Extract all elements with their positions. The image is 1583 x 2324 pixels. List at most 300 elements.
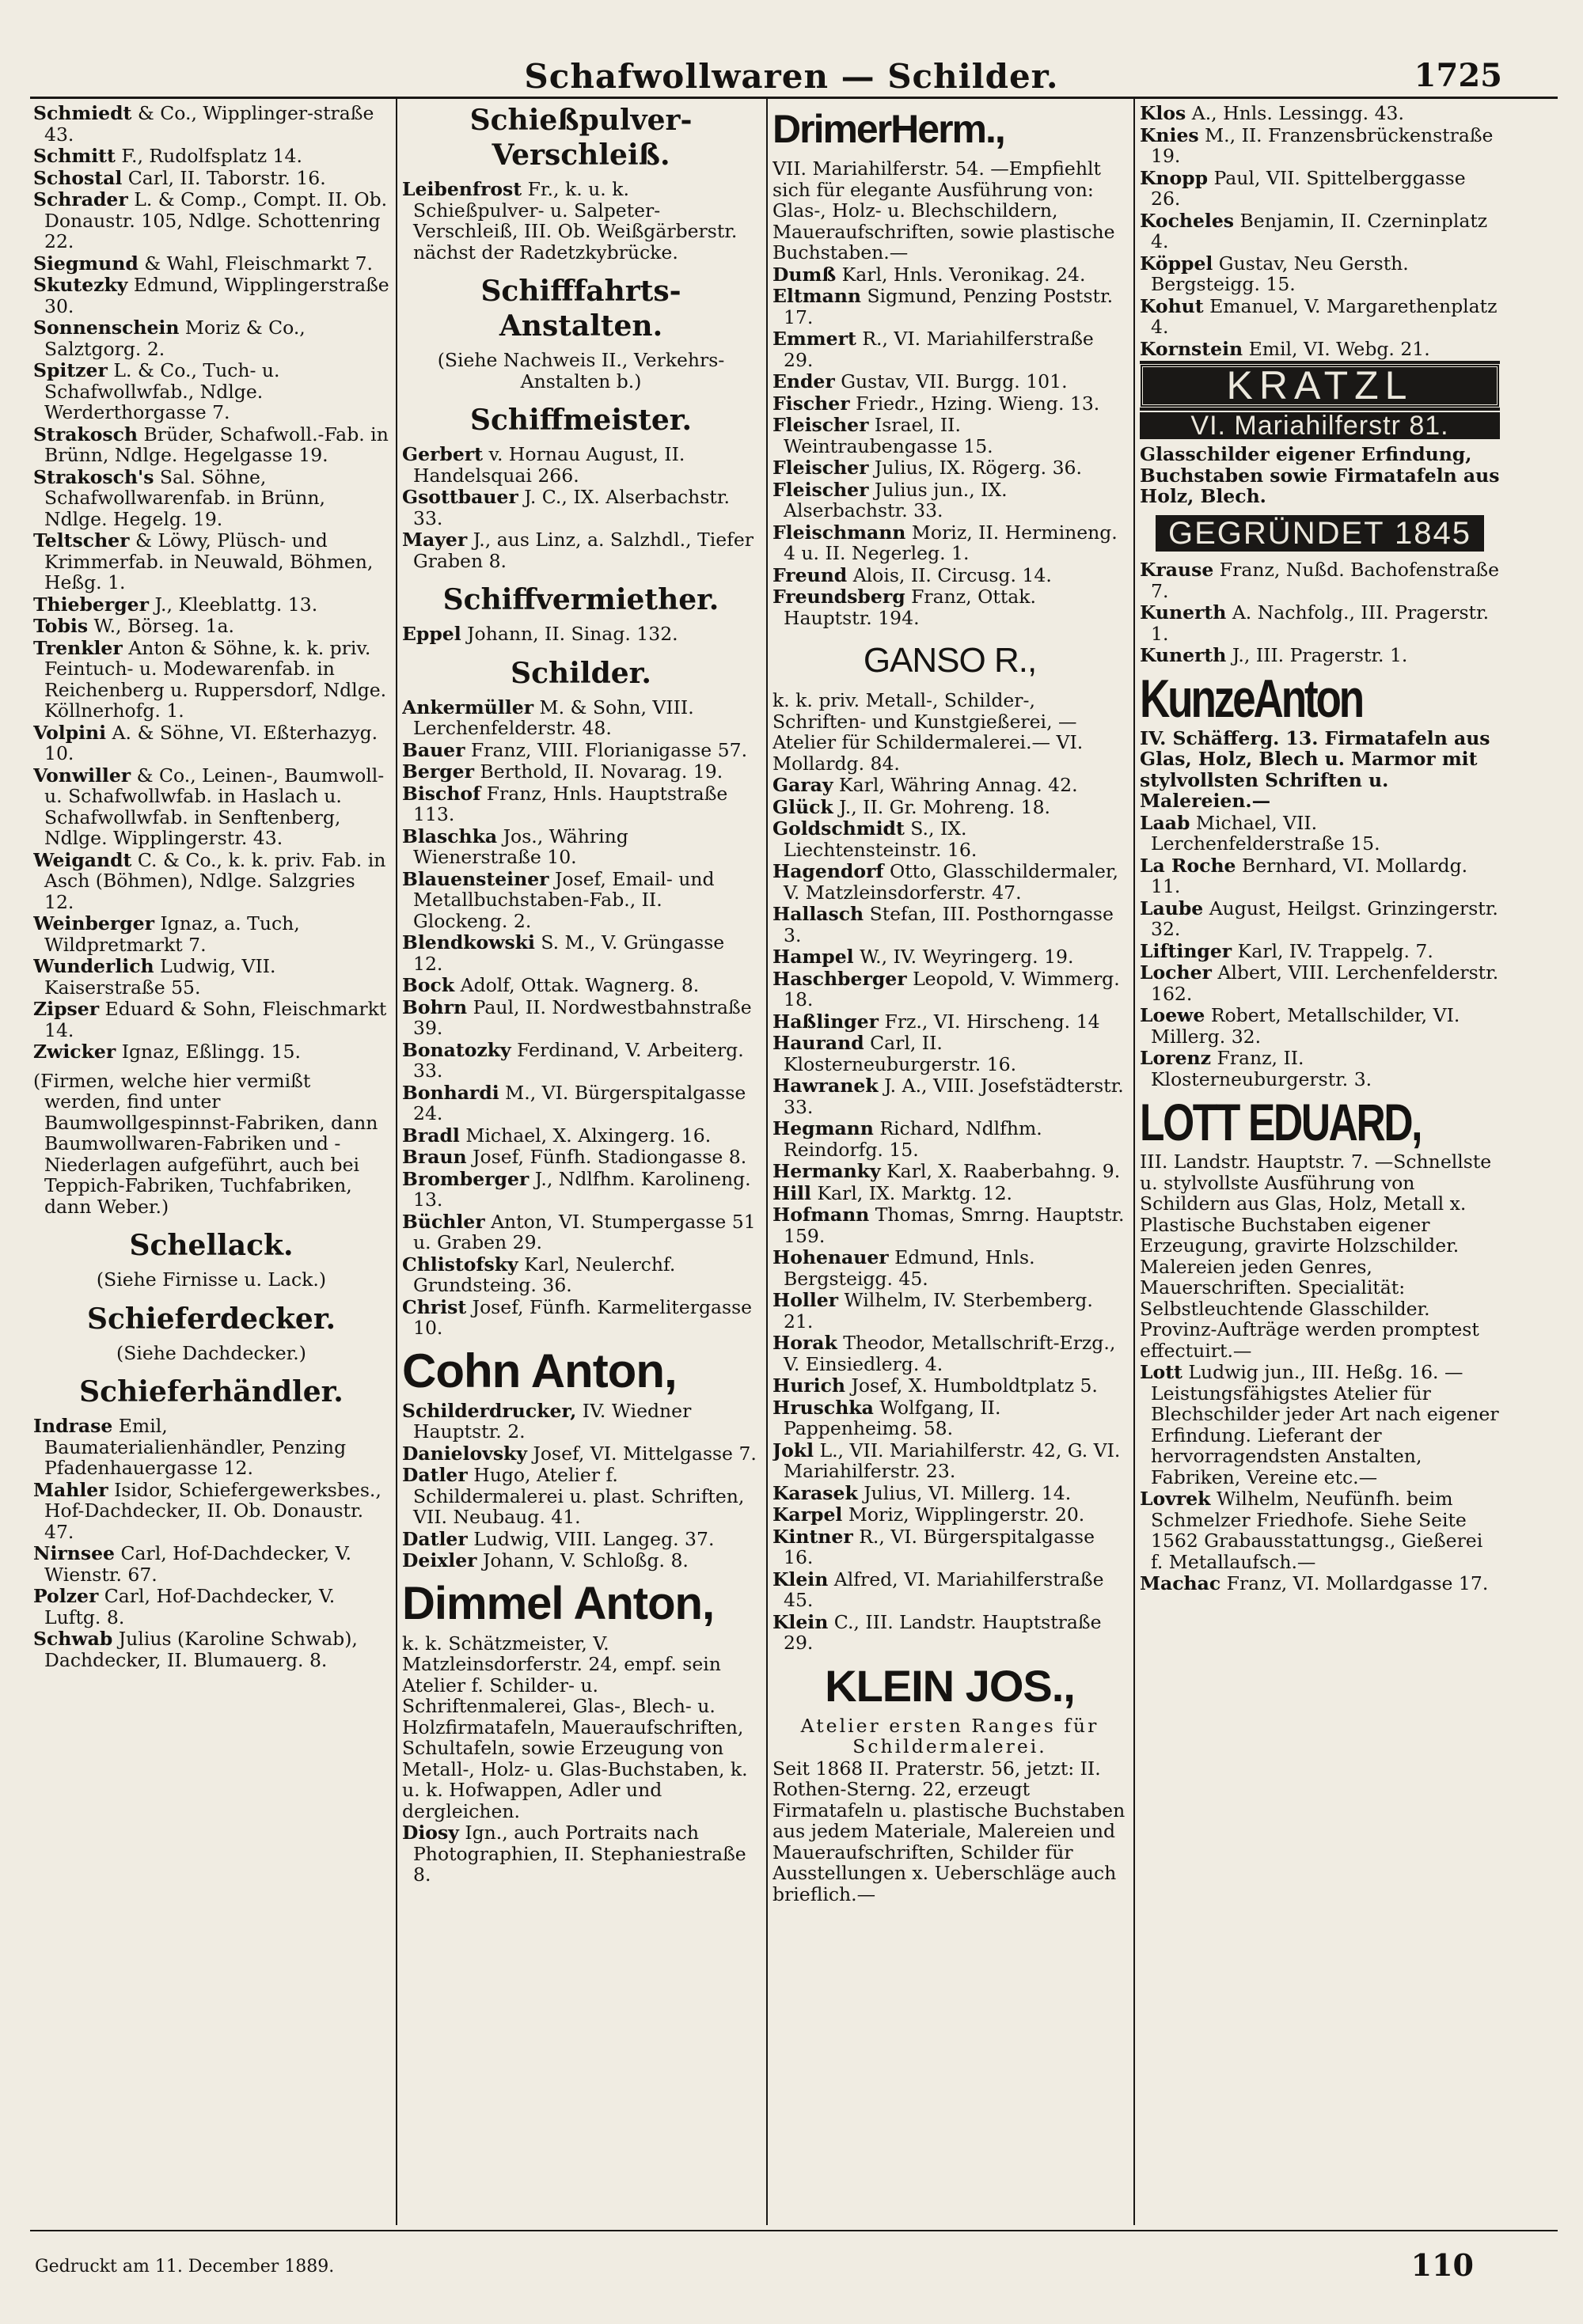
entry-details: J., II. Gr. Mohreng. 18. bbox=[833, 795, 1051, 818]
entry-details: Robert, Metallschilder, VI. Millerg. 32. bbox=[1151, 1004, 1460, 1048]
section-heading: Schießpulver-Verschleiß. bbox=[469, 104, 693, 172]
entry-name: Weinberger bbox=[33, 912, 154, 935]
entry-details: Ignaz, Eßlingg. 15. bbox=[116, 1041, 301, 1063]
directory-entry bbox=[773, 286, 1127, 328]
directory-entry bbox=[33, 424, 389, 466]
directory-entry bbox=[33, 146, 389, 167]
entry-name: Gsottbauer bbox=[402, 486, 518, 508]
directory-entry bbox=[402, 826, 760, 868]
directory-entry bbox=[402, 529, 760, 571]
entry-name: Diosy bbox=[402, 1822, 459, 1844]
directory-entry bbox=[773, 1011, 1127, 1033]
entry-name: Klos bbox=[1140, 103, 1186, 124]
section-heading: Schieferhändler. bbox=[79, 1375, 344, 1408]
directory-entry bbox=[773, 1612, 1127, 1654]
entry-name: Schilderdrucker, bbox=[402, 1399, 577, 1422]
directory-entry bbox=[773, 1569, 1127, 1611]
entry-details: J., III. Pragerstr. 1. bbox=[1226, 644, 1408, 666]
entry-name: Bonhardi bbox=[402, 1081, 499, 1104]
entry-details: Gustav, VII. Burgg. 101. bbox=[834, 370, 1068, 392]
entry-name: Holler bbox=[773, 1289, 839, 1311]
entry-list bbox=[33, 103, 389, 1063]
entry-details: v. Hornau August, II. Handelsquai 266. bbox=[413, 443, 685, 487]
entry-name: Horak bbox=[773, 1332, 837, 1354]
advertisement-name: Dimmel Anton, bbox=[402, 1577, 715, 1629]
page-header-title: Schafwollwaren — Schilder. bbox=[524, 57, 1059, 96]
entry-details: Ferdinand, V. Arbeiterg. 33. bbox=[413, 1038, 744, 1082]
directory-entry bbox=[1140, 898, 1500, 940]
entry-name: Büchler bbox=[402, 1210, 485, 1233]
entry-details: Josef, Fünfh. Karmelitergasse 10. bbox=[413, 1295, 753, 1339]
entry-name: Datler bbox=[402, 1527, 468, 1550]
entry-name: Kunerth bbox=[1140, 644, 1227, 666]
advertisement-name: KLEIN JOS., bbox=[825, 1660, 1075, 1711]
entry-name: Schmiedt bbox=[33, 103, 132, 124]
entry-name: Karasek bbox=[773, 1481, 858, 1504]
directory-entry bbox=[1140, 1488, 1500, 1572]
advertisement-name: Cohn Anton, bbox=[402, 1344, 677, 1397]
entry-details: Emanuel, V. Margarethenplatz 4. bbox=[1151, 294, 1498, 338]
entry-details: Wolfgang, II. Pappenheimg. 58. bbox=[784, 1396, 1001, 1439]
directory-entry bbox=[33, 638, 389, 722]
advertisement-name: GANSO R., bbox=[863, 641, 1037, 680]
entry-name: Strakosch bbox=[33, 423, 139, 445]
entry-list bbox=[402, 444, 760, 571]
entry-name: Klein bbox=[773, 1568, 829, 1590]
entry-details: Stefan, III. Posthorngasse 3. bbox=[784, 903, 1114, 946]
entry-details: Sigmund, Penzing Poststr. 17. bbox=[784, 285, 1114, 328]
directory-entry bbox=[402, 1169, 760, 1211]
entry-name: Hohenauer bbox=[773, 1246, 889, 1268]
entry-name: Danielovsky bbox=[402, 1442, 527, 1465]
entry-details: Bernhard, VI. Mollardg. 11. bbox=[1151, 854, 1468, 897]
entry-details: Emil, VI. Webg. 21. bbox=[1243, 337, 1430, 360]
entry-name: Fleischer bbox=[773, 478, 869, 501]
directory-entry bbox=[33, 253, 389, 275]
sheet-number: 110 bbox=[1410, 2247, 1474, 2283]
entry-details: Franz, Ottak. Hauptstr. 194. bbox=[784, 586, 1036, 629]
entry-name: Knies bbox=[1140, 123, 1199, 146]
directory-entry bbox=[1140, 168, 1500, 210]
entry-details: C. & Co., k. k. priv. Fab. in Asch (Böhmen), Ndlge. Salzgries 12. bbox=[44, 848, 386, 913]
entry-list bbox=[1140, 103, 1500, 359]
directory-entry bbox=[773, 797, 1127, 818]
entry-details: Alois, II. Circusg. 14. bbox=[847, 563, 1052, 586]
directory-entry bbox=[773, 586, 1127, 628]
entry-details: M., II. Franzensbrückenstraße 19. bbox=[1151, 123, 1494, 167]
directory-entry bbox=[402, 1443, 760, 1465]
entry-details: August, Heilgst. Grinzingerstr. 32. bbox=[1151, 897, 1498, 940]
directory-entry bbox=[773, 904, 1127, 946]
entry-name: Bonatozky bbox=[402, 1038, 511, 1061]
section-heading: Schilder. bbox=[511, 656, 651, 690]
directory-entry bbox=[773, 1247, 1127, 1289]
directory-entry bbox=[773, 565, 1127, 586]
section-heading: Schiffvermiether. bbox=[442, 583, 719, 616]
directory-entry bbox=[1140, 602, 1500, 644]
directory-entry bbox=[402, 444, 760, 486]
entry-name: Kunerth bbox=[1140, 601, 1227, 624]
directory-entry bbox=[773, 1075, 1127, 1117]
entry-name: Kintner bbox=[773, 1525, 853, 1548]
directory-entry bbox=[1140, 559, 1500, 601]
directory-entry bbox=[773, 393, 1127, 415]
section-list bbox=[33, 1228, 389, 1363]
directory-entry bbox=[402, 624, 760, 645]
entry-details: R., VI. Mariahilferstraße 29. bbox=[784, 328, 1094, 371]
entry-list bbox=[402, 179, 760, 263]
entry-name: Fleischer bbox=[773, 414, 869, 436]
directory-entry bbox=[773, 1118, 1127, 1160]
entry-name: Laab bbox=[1140, 811, 1190, 834]
entry-name: Garay bbox=[773, 774, 833, 796]
entry-details: Wilhelm, IV. Sterbemberg. 21. bbox=[784, 1289, 1093, 1333]
entry-name: Blendkowski bbox=[402, 931, 535, 953]
entry-name: Deixler bbox=[402, 1549, 477, 1571]
directory-entry bbox=[33, 722, 389, 764]
entry-details: Eduard & Sohn, Fleischmarkt 14. bbox=[44, 998, 387, 1041]
entry-details: Josef, VI. Mittelgasse 7. bbox=[527, 1442, 757, 1465]
directory-entry bbox=[402, 1147, 760, 1168]
entry-name: Thieberger bbox=[33, 593, 149, 616]
entry-name: Chlistofsky bbox=[402, 1253, 518, 1276]
entry-name: Tobis bbox=[33, 615, 89, 637]
entry-details: Friedr., Hzing. Wieng. 13. bbox=[849, 392, 1100, 415]
entry-details: Gustav, Neu Gersth. Bergsteigg. 15. bbox=[1151, 252, 1409, 295]
entry-details: Moriz & Co., Salztgorg. 2. bbox=[44, 317, 306, 360]
entry-details: Franz, II. Klosterneuburgerstr. 3. bbox=[1151, 1047, 1372, 1090]
entry-name: Indrase bbox=[33, 1415, 113, 1437]
advertisement-name-text: LOTT EDUARD, bbox=[1140, 1093, 1422, 1151]
directory-entry bbox=[33, 1586, 389, 1628]
directory-entry bbox=[773, 1033, 1127, 1075]
entry-name: Hallasch bbox=[773, 903, 864, 925]
entry-name: Blaschka bbox=[402, 825, 498, 847]
directory-entry bbox=[1140, 1005, 1500, 1047]
directory-entry bbox=[1140, 1573, 1500, 1594]
page-number: 1725 bbox=[1414, 57, 1502, 94]
entry-name: Mayer bbox=[402, 529, 468, 551]
entry-name: Jokl bbox=[773, 1439, 814, 1462]
entry-details: Moriz, Wipplingerstr. 20. bbox=[842, 1503, 1085, 1526]
directory-entry bbox=[1140, 1048, 1500, 1090]
entry-name: Fleischmann bbox=[773, 521, 906, 544]
entry-name: Bischof bbox=[402, 782, 481, 805]
column-3 bbox=[773, 103, 1127, 2239]
directory-entry bbox=[773, 969, 1127, 1010]
entry-list bbox=[402, 624, 760, 645]
entry-details: Julius, IX. Rögerg. 36. bbox=[868, 457, 1082, 479]
entry-list bbox=[402, 697, 760, 1339]
directory-entry bbox=[33, 956, 389, 998]
entry-name: Bromberger bbox=[402, 1167, 530, 1190]
entry-details: Julius (Karoline Schwab), Dachdecker, II. Blumauerg. 8. bbox=[44, 1628, 358, 1671]
directory-entry bbox=[773, 1440, 1127, 1482]
directory-entry bbox=[33, 1416, 389, 1479]
advertisement-name-text: KunzeAnton bbox=[1140, 668, 1363, 729]
entry-name: Lovrek bbox=[1140, 1488, 1211, 1510]
entry-details: Alfred, VI. Mariahilferstraße 45. bbox=[784, 1568, 1104, 1611]
section-heading: Schiffmeister. bbox=[470, 404, 692, 437]
entry-details: Carl, II. Taborstr. 16. bbox=[122, 166, 326, 189]
directory-entry bbox=[773, 775, 1127, 796]
entry-details: Carl, II. Klosterneuburgerstr. 16. bbox=[784, 1032, 1017, 1075]
entry-name: Eltmann bbox=[773, 285, 861, 307]
directory-entry bbox=[33, 360, 389, 423]
directory-entry bbox=[773, 1397, 1127, 1439]
directory-entry bbox=[773, 480, 1127, 521]
directory-entry bbox=[402, 1125, 760, 1147]
entry-details: Josef, Fünfh. Stadiongasse 8. bbox=[466, 1146, 747, 1168]
directory-entry bbox=[402, 975, 760, 996]
entry-name: Freund bbox=[773, 563, 848, 586]
shop-sign: KRATZL bbox=[1140, 364, 1500, 408]
directory-entry bbox=[773, 415, 1127, 457]
entry-details: Isidor, Schiefergewerksbes., Hof-Dachdecker, II. Ob. Donaustr. 47. bbox=[44, 1478, 382, 1543]
column-divider bbox=[1133, 97, 1135, 2225]
advertisement-name bbox=[1140, 1093, 1500, 1151]
entry-details: Theodor, Metallschrift-Erzg., V. Einsiedlerg. 4. bbox=[784, 1332, 1116, 1375]
entry-name: Bohrn bbox=[402, 995, 468, 1018]
entry-name: Volpini bbox=[33, 721, 107, 744]
directory-entry bbox=[402, 1297, 760, 1339]
entry-details: Moriz, II. Hermineng. 4 u. II. Negerleg. 1. bbox=[784, 521, 1118, 564]
entry-name: Loewe bbox=[1140, 1004, 1205, 1026]
entry-details: Fr., k. u. k. Schießpulver- u. Salpeter-Verschleiß, III. Ob. Weißgärberstr. nächst der Radetzkybrücke. bbox=[413, 178, 738, 263]
directory-entry bbox=[773, 946, 1127, 968]
entry-details: Anton & Söhne, k. k. priv. Feintuch- u. Modewarenfab. in Reichenberg u. Ruppersdorf, Ndlge. Köllnerhofg. 1. bbox=[44, 636, 387, 722]
entry-details: Franz, Nußd. Bachofenstraße 7. bbox=[1151, 559, 1499, 602]
entry-name: Datler bbox=[402, 1464, 468, 1486]
entry-list bbox=[1140, 1362, 1500, 1594]
entry-name: Lott bbox=[1140, 1361, 1183, 1383]
shop-sign: GEGRÜNDET 1845 bbox=[1156, 515, 1484, 552]
entry-details: Johann, II. Sinag. 132. bbox=[461, 623, 678, 645]
directory-entry bbox=[33, 1628, 389, 1670]
entry-name: Haschberger bbox=[773, 967, 907, 990]
entry-details: Paul, VII. Spittelberggasse 26. bbox=[1151, 166, 1466, 210]
entry-name: Dumß bbox=[773, 263, 837, 286]
entry-details: & Co., Wipplinger-straße 43. bbox=[44, 103, 374, 146]
shop-sign: VI. Mariahilferstr 81. bbox=[1140, 412, 1500, 440]
entry-details: F., Rudolfsplatz 14. bbox=[115, 145, 302, 167]
entry-name: Karpel bbox=[773, 1503, 843, 1526]
entry-name: Nirnsee bbox=[33, 1542, 116, 1564]
section-heading: Schieferdecker. bbox=[86, 1302, 336, 1336]
entry-details: S., IX. Liechtensteinstr. 16. bbox=[784, 817, 978, 861]
entry-name: Klein bbox=[773, 1610, 829, 1633]
entry-name: La Roche bbox=[1140, 854, 1236, 877]
entry-list bbox=[1140, 559, 1500, 666]
entry-name: Teltscher bbox=[33, 529, 130, 552]
column-divider bbox=[766, 97, 768, 2225]
directory-entry bbox=[1140, 339, 1500, 360]
directory-entry bbox=[773, 371, 1127, 392]
entry-details: Edmund, Wipplingerstraße 30. bbox=[44, 274, 389, 317]
entry-name: Machac bbox=[1140, 1572, 1221, 1594]
entry-name: Schwab bbox=[33, 1628, 113, 1650]
directory-entry bbox=[33, 1041, 389, 1063]
entry-details: Anton, VI. Stumpergasse 51 u. Graben 29. bbox=[413, 1210, 756, 1253]
entry-name: Vonwiller bbox=[33, 764, 131, 787]
directory-entry bbox=[1140, 855, 1500, 897]
directory-entry bbox=[33, 594, 389, 616]
entry-name: Eppel bbox=[402, 623, 461, 645]
directory-entry bbox=[1140, 962, 1500, 1004]
entry-details: L. & Comp., Compt. II. Ob. Donaustr. 105, Ndlge. Schottenring 22. bbox=[44, 188, 388, 252]
entry-details: & Co., Leinen-, Baumwoll- u. Schafwollwfab. in Haslach u. Schafwollwfab. in Senftenberg, Ndlge. Wipplingerstr. 43. bbox=[44, 764, 385, 849]
entry-details: Berthold, II. Novarag. 19. bbox=[473, 760, 723, 783]
header-rule bbox=[30, 97, 1558, 99]
entry-details: Emil, Baumaterialienhändler, Penzing Pfadenhauergasse 12. bbox=[44, 1415, 347, 1479]
entry-name: Zipser bbox=[33, 998, 100, 1020]
directory-entry bbox=[402, 783, 760, 825]
entry-details: Franz, Hnls. Hauptstraße 113. bbox=[413, 782, 728, 825]
directory-entry bbox=[33, 189, 389, 252]
section-note: (Siehe Nachweis II., Verkehrs-Anstalten b.) bbox=[437, 349, 725, 392]
advertisement-text: III. Landstr. Hauptstr. 7. —Schnellste u. stylvollste Ausführung von Schildern aus Glas, Holz, Metall x. Plastische Buchstaben eigener Erzeugung, gravirte Holzschilder. Malereien jeden Genres, Mauerschriften. Specialität: Selbstleuchtende Glasschilder. Provinz-Aufträge werden promptest effectuirt.— bbox=[1140, 1151, 1492, 1362]
advertisement-text: IV. Schäfferg. 13. Firmatafeln aus Glas, Holz, Blech u. Marmor mit stylvollsten Schriften u. Malereien.— bbox=[1140, 726, 1490, 812]
directory-entry bbox=[1140, 1362, 1500, 1488]
directory-entry bbox=[773, 264, 1127, 286]
entry-details: Karl, Neulerchf. Grundsteing. 36. bbox=[413, 1253, 676, 1296]
entry-details: Brüder, Schafwoll.-Fab. in Brünn, Ndlge. Hegelgasse 19. bbox=[44, 423, 389, 466]
directory-entry bbox=[33, 168, 389, 189]
directory-entry bbox=[402, 761, 760, 783]
entry-details: A. & Söhne, VI. Eßterhazyg. 10. bbox=[44, 721, 378, 764]
entry-name: Bock bbox=[402, 974, 455, 996]
entry-name: Haurand bbox=[773, 1032, 864, 1054]
entry-name: Mahler bbox=[33, 1478, 108, 1501]
directory-entry bbox=[402, 1401, 760, 1443]
entry-details: Wilhelm, Neufünfh. beim Schmelzer Friedhofe. Siehe Seite 1562 Grabausstattungsg., Gießerei f. Metallaufsch.— bbox=[1151, 1488, 1483, 1573]
entry-name: Köppel bbox=[1140, 252, 1213, 275]
entry-details: J., Kleeblattg. 13. bbox=[148, 593, 318, 616]
entry-name: Bradl bbox=[402, 1124, 460, 1147]
directory-entry bbox=[402, 740, 760, 761]
directory-entry bbox=[773, 1333, 1127, 1374]
entry-details: Sal. Söhne, Schafwollwarenfab. in Brünn, Ndlge. Hegelg. 19. bbox=[44, 465, 325, 530]
directory-entry bbox=[402, 1254, 760, 1296]
advertisement-text: Seit 1868 II. Praterstr. 56, jetzt: II. Rothen-Sterng. 22, erzeugt Firmatafeln u. plastische Buchstaben aus jedem Materiale, Malereien und Maueraufschriften, Schilder für Ausstellungen x. Ueberschläge auch brieflich.— bbox=[773, 1757, 1126, 1905]
entry-name: Freundsberg bbox=[773, 586, 905, 608]
entry-details: A., Hnls. Lessingg. 43. bbox=[1186, 103, 1404, 124]
directory-entry bbox=[33, 913, 389, 955]
directory-entry bbox=[773, 1161, 1127, 1182]
directory-entry bbox=[402, 1822, 760, 1886]
entry-name: Leibenfrost bbox=[402, 178, 522, 200]
entry-name: Liftinger bbox=[1140, 939, 1232, 962]
entry-details: Benjamin, II. Czerninplatz 4. bbox=[1151, 209, 1488, 252]
entry-details: Paul, II. Nordwestbahnstraße 39. bbox=[413, 995, 752, 1039]
directory-entry bbox=[773, 1183, 1127, 1204]
directory-entry bbox=[33, 765, 389, 849]
entry-details: M. & Sohn, VIII. Lerchenfelderstr. 48. bbox=[413, 696, 694, 739]
entry-name: Blauensteiner bbox=[402, 867, 549, 890]
entry-details: Ludwig jun., III. Heßg. 16. —Leistungsfähigstes Atelier für Blechschilder jeder Art nach eigener Erfindung. Lieferant der hervorragendsten Anstalten, Fabriken, Vereine etc.— bbox=[1151, 1361, 1499, 1488]
entry-details: Carl, Hof-Dachdecker, V. Wienstr. 67. bbox=[44, 1542, 351, 1586]
directory-entry bbox=[402, 179, 760, 263]
entry-list bbox=[1140, 813, 1500, 1090]
entry-details: Karl, X. Raaberbahng. 9. bbox=[880, 1160, 1121, 1182]
entry-name: Haßlinger bbox=[773, 1010, 879, 1033]
directory-entry bbox=[773, 457, 1127, 479]
entry-name: Kocheles bbox=[1140, 209, 1235, 232]
entry-name: Hermanky bbox=[773, 1160, 881, 1182]
entry-name: Hill bbox=[773, 1181, 811, 1204]
entry-name: Krause bbox=[1140, 559, 1214, 581]
advertisement-text: VII. Mariahilferstr. 54. —Empfiehlt sich für elegante Ausführung von: Glas-, Holz- u. Blechschildern, Maueraufschriften, sowie plastische Buchstaben.— bbox=[773, 157, 1115, 263]
entry-details: Frz., VI. Hirscheng. 14 bbox=[879, 1010, 1100, 1033]
entry-details: & Wahl, Fleischmarkt 7. bbox=[138, 252, 374, 275]
directory-entry bbox=[773, 818, 1127, 860]
entry-details: M., VI. Bürgerspitalgasse 24. bbox=[413, 1081, 746, 1124]
entry-details: Michael, X. Alxingerg. 16. bbox=[459, 1124, 712, 1147]
entry-name: Glück bbox=[773, 795, 833, 818]
entry-details: Josef, Email- und Metallbuchstaben-Fab., II. Glockeng. 2. bbox=[413, 867, 715, 932]
entry-list bbox=[773, 264, 1127, 629]
entry-name: Schmitt bbox=[33, 145, 116, 167]
directory-entry bbox=[773, 1526, 1127, 1568]
entry-name: Wunderlich bbox=[33, 955, 154, 977]
entry-details: Karl, Währing Annag. 42. bbox=[833, 774, 1078, 796]
directory-entry bbox=[1140, 125, 1500, 167]
directory-entry bbox=[402, 1082, 760, 1124]
cross-reference-note: (Firmen, welche hier vermißt werden, find unter Baumwollgespinnst-Fabriken, dann Baumwollwaren-Fabriken und -Niederlagen aufgeführt, auch bei Teppich-Fabriken, Tuchfabriken, dann Weber.) bbox=[33, 1069, 378, 1218]
directory-entry bbox=[1140, 941, 1500, 962]
entry-details: R., VI. Bürgerspitalgasse 16. bbox=[784, 1525, 1095, 1568]
directory-entry bbox=[33, 317, 389, 359]
directory-entry bbox=[402, 869, 760, 932]
entry-name: Goldschmidt bbox=[773, 817, 905, 840]
entry-details: Julius jun., IX. Alserbachstr. 33. bbox=[784, 478, 1008, 521]
entry-name: Hegmann bbox=[773, 1117, 874, 1139]
entry-name: Bauer bbox=[402, 738, 465, 761]
entry-details: Ign., auch Portraits nach Photographien, II. Stephaniestraße 8. bbox=[413, 1822, 746, 1886]
directory-entry bbox=[33, 467, 389, 530]
advertisement-name bbox=[1140, 668, 1500, 729]
entry-details: W., IV. Weyringerg. 19. bbox=[853, 946, 1074, 968]
entry-details: J. A., VIII. Josefstädterstr. 33. bbox=[784, 1075, 1124, 1118]
directory-entry bbox=[1140, 103, 1500, 124]
directory-entry bbox=[773, 522, 1127, 564]
directory-entry bbox=[773, 861, 1127, 903]
entry-name: Laube bbox=[1140, 897, 1204, 919]
entry-details: Edmund, Hnls. Bergsteigg. 45. bbox=[784, 1246, 1035, 1290]
entry-name: Braun bbox=[402, 1146, 467, 1168]
entry-name: Polzer bbox=[33, 1585, 99, 1607]
advertisement-name: DrimerHerm., bbox=[773, 107, 1004, 151]
entry-name: Knopp bbox=[1140, 166, 1209, 189]
entry-details: Karl, Hnls. Veronikag. 24. bbox=[836, 263, 1086, 286]
directory-entry bbox=[402, 932, 760, 974]
entry-details: Leopold, V. Wimmerg. 18. bbox=[784, 967, 1120, 1010]
entry-details: Ludwig, VIII. Langeg. 37. bbox=[467, 1527, 715, 1550]
column-divider bbox=[396, 97, 397, 2225]
directory-entry bbox=[33, 1543, 389, 1585]
entry-details: L. & Co., Tuch- u. Schafwollwfab., Ndlge. Werderthorgasse 7. bbox=[44, 359, 280, 423]
entry-details: Josef, X. Humboldtplatz 5. bbox=[845, 1374, 1098, 1397]
entry-name: Emmert bbox=[773, 328, 856, 350]
column-4 bbox=[1140, 103, 1500, 2239]
entry-name: Siegmund bbox=[33, 252, 139, 275]
advertisement-text: k. k. priv. Metall-, Schilder-, Schriften- und Kunstgießerei, —Atelier für Schildermalerei.— VI. Mollardg. 84. bbox=[773, 689, 1084, 775]
column-2 bbox=[402, 103, 760, 2239]
entry-name: Sonnenschein bbox=[33, 317, 180, 339]
directory-entry bbox=[33, 850, 389, 913]
entry-details: Johann, V. Schloßg. 8. bbox=[476, 1549, 689, 1571]
column-1 bbox=[33, 103, 389, 2239]
